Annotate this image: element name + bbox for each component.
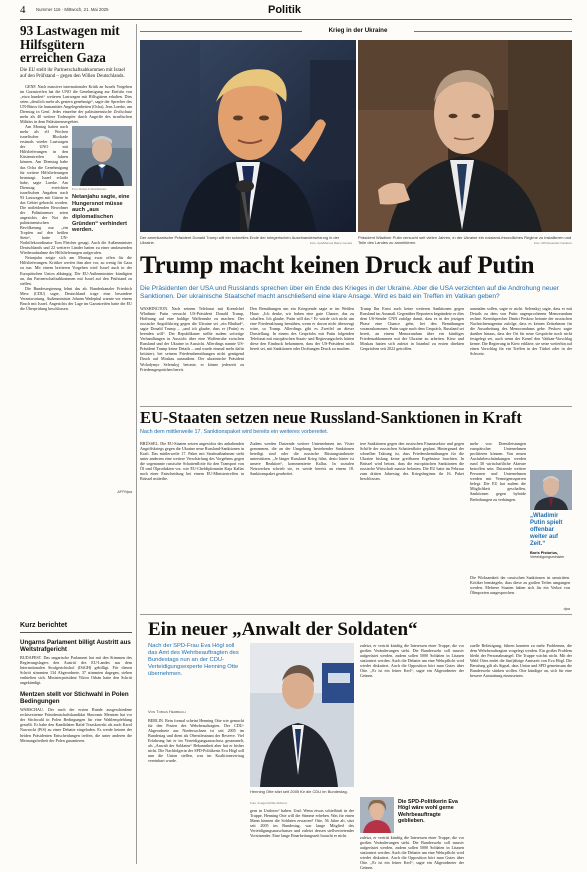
section-title: Politik [268, 4, 302, 16]
header-rule [20, 19, 572, 20]
bottom-article-rule [140, 614, 572, 615]
trump-photo-caption: Der amerikanische Präsident Donald Trump will ein schnelles Ende der kriegerischen Auseinandersetzung in der Ukraine. Foto: dpa/Manuel Balce Ceneta [140, 235, 352, 245]
pistorius-quote: „Wladimir Putin spielt offenbar weiter auf Zeit.“ [530, 513, 563, 547]
eu-column: Die Wirksamkeit der russischen Sanktionen ist umstritten. Kritiker bemängeln, dass diese zu großen Teilen umgangen werden. Mehrere Staaten haben sich für ein Verbot von Ölimporten ausgesprochen. [470, 575, 570, 596]
short-news-item [20, 691, 132, 742]
left-article-byline: AFP/dpa [117, 489, 132, 494]
eu-article-rule [140, 406, 572, 407]
short-news-body: BUDAPEST. Das ungarische Parlament hat mit den Stimmen des Regierungslagers den Austritt des EU-Landes aus dem Internationalen Strafgerichtshof (IStGH) gebilligt. Für diesen Schritt stimmten 134 Abgeordnete, 37 stimmten dagegen, sieben enthielten sich. Ministerpräsident Viktor Orbán hatte den Schritt angekündigt. [20, 655, 132, 686]
eu-column: mehr von Dienstleistungen europäischer Unternehmen profitieren können. Von neuen Ausfuhrbeschränkungen werden rund 30 wirtschaftliche Akteure betroffen sein. Dutzende weitere Personen und Unternehmen werden mit Vermögenssperren belegt. Die EU hat zudem die Möglichkeit geschaffen, Sanktionen gegen hybride Bedrohungen zu verhängen. [470, 441, 526, 502]
bottom-column: gern in Uniform“ haben. Und: Wenn etwas schiefläuft in der Truppe, Henning Otte will die Stimme erheben. Was für einen Mann können die Soldaten erwarten? Otte, 56 Jahre alt, sitzt seit 2005 im Bundestag, war lange Mitglied des Verteidigungsausschusses und zuletzt dessen stellvertretender Vorsitzender. Eine lange Einarbeitungszeit braucht er nicht. [250, 808, 354, 839]
eu-teaser: Nach dem mittlerweile 17. Sanktionspaket wird bereits ein weiteres vorbereitet. [140, 429, 329, 435]
putin-photo-credit: Foto: AP/Alexander Kazakov [533, 241, 572, 245]
netanyahu-caption: Netanjahu sagte, eine Hungersnot müsse auch „aus diplomatischen Gründen“ verhindert werden. [72, 194, 130, 234]
eu-headline: EU-Staaten setzen neue Russland-Sanktionen in Kraft [140, 408, 522, 427]
eu-column: Zudem werden Dutzende weitere Unternehmen ins Visier genommen, die an der Umgehung bestehender Sanktionen beteiligt sind oder die russische Rüstungsindustrie unterstützen. „Je länger Russland Krieg führt, desto härter ist unsere Reaktion“, kommentierte Kallas. In sozialen Netzwerken schrieb sie, es werde bereits an einem 18. Sanktionspaket gearbeitet. [250, 441, 354, 477]
main-column: Den Bemühungen um ein Kriegsende sagte er im Weißen Haus: „Ich denke, wir haben eine gute Chance, das zu schaffen. Ich glaube, Putin will das.“ Er würde sich nicht um eine Friedenslösung bemühen, wenn er davon nicht überzeugt wäre, so Trump. Allerdings gibt es Zweifel an dieser Darstellung. In einem des Gesprächs mit Putin folgenden Telefonat mit europäischen Staats- und Regierungschefs hätten diese den Eindruck bekommen, dass der US-Präsident nicht bereit sei, mit Sanktionen oder Drohungen Druck zu machen. [250, 306, 354, 352]
bottom-headline: Ein neuer „Anwalt der Soldaten“ [148, 619, 418, 640]
trump-photo [140, 40, 356, 232]
hoegl-pullquote [360, 797, 464, 833]
left-article [20, 24, 132, 494]
eu-byline: dpa [563, 607, 570, 611]
pistorius-role: Verteidigungsminister [530, 555, 565, 559]
ukraine-kicker [140, 24, 572, 38]
pistorius-photo [530, 470, 572, 510]
kicker-line-right [414, 31, 572, 32]
eu-column: BRÜSSEL. Die EU-Staaten setzen angesichts des anhaltenden Angriffskriegs gegen die Ukraine neue Russland-Sanktionen in Kraft. Das mittlerweile 17. Paket mit Strafmaßnahmen sieht unter anderem eine weitere Verschärfung des Vorgehens gegen die sogenannte russische Schattenflotte für den Transport von Öl und Ölprodukten vor, wie EU-Chefdiplomatin Kaja Kallas nach einer Entscheidung bei einem EU-Ministertreffen in Brüssel mitteilte. [140, 441, 244, 482]
main-teaser: Die Präsidenten der USA und Russlands sprechen über ein Ende des Krieges in der Ukraine. Aber die USA verzichten auf die Androhung neuer Sanktionen. Der ukrainische Staatschef macht anschließend eine klare Ansage. Wird es bald ein Treffen im Vatikan geben? [140, 285, 559, 300]
netanyahu-photo-credit: Foto: Ronen Zvulun/Reuters [72, 187, 107, 192]
bottom-column: zuletzt, er vertritt künftig die Interessen einer Truppe, die vor großen Veränderungen steht. Die Bundeswehr soll massiv aufgerüstet werden, zudem sollen 5000 Soldaten in Litauen stationiert werden. Auch die Debatte um eine Wehrpflicht wird wieder diskutiert. Auch die Opposition hört man Gutes über Otte. „Er ist ein feiner Kerl“, sagte ein Abgeordneter der Grünen. [360, 643, 464, 679]
page-header [0, 0, 587, 22]
short-news-label: Kurz berichtet [20, 620, 132, 633]
bottom-teaser: Nach der SPD-Frau Eva Högl soll das Amt des Wehrbeauftragten des Bundestags nun an der CDU-Verteidigungsexperte Henning Otte übernehmen. [148, 643, 239, 677]
otte-photo-credit: Foto: Imago/Achille Abboud [250, 801, 287, 805]
short-news-headline: Ungarns Parlament billigt Austritt aus Weltstrafgericht [20, 639, 131, 653]
pistorius-name: Boris Pistorius, [530, 551, 559, 555]
short-news-body: WARSCHAU. Der nach der ersten Runde ausgeschiedene rechtsextreme Präsidentschaftskandidat Sławomir Mentzen hat vor der Stichwahl in Polen Bedingungen für eine Wahlempfehlung gestellt. Er habe den Kandidaten Rafał Trzaskowski als auch Karol Nawrocki (PiS) zu einer Debatte eingeladen. Es werde keinen der beiden Präsidenten Entscheidungen treffen, die unter anderen die Meinungsfreiheit der Polen garantieren. [20, 707, 132, 743]
hoegl-photo [360, 797, 394, 833]
issue-line: Nummer 116 · Mittwoch, 21. Mai 2025 [36, 7, 109, 12]
short-news-item [20, 639, 132, 685]
short-news-headline: Mentzen stellt vor Stichwahl in Polen Bedingungen [20, 691, 129, 706]
netanyahu-photo-block [72, 126, 132, 234]
otte-photo [250, 643, 354, 787]
bottom-column: BERLIN. Rein formal scheint Henning Otte wie gemacht für den Posten des Wehrbeauftragten. Der CDU-Abgeordnete aus Niedersachsen ist seit 2005 im Bundestag und dient als Oberstleutnant der Reserve. Viel Erfahrung hat er im Verteidigungsausschuss gesammelt, als „Anwalt der Soldaten“ Bekanntheit aber hat er bisher nicht. Die Nachfolgerin der SPD-Politikerin Eva Högl soll nun die Union stellen, was im Koalitionsvertrag vereinbart wurde. [148, 718, 244, 764]
hoegl-pullquote-text: Die SPD-Politikerin Eva Högl wäre wohl gerne Wehrbeauftragte geblieben. [398, 799, 458, 825]
pistorius-quote-box [530, 470, 572, 574]
eu-column: tere Sanktionen gegen den russischen Finanzsektor und gegen Schiffe der russischen Schattenflotte geplant. Hintergrund der schnellen Taktung ist, dass Friedensbemühungen für die Ukraine bislang keine greifbaren Ergebnisse brachten. In Brüssel wird betont, dass die europäischen Sanktionen die russische Wirtschaft massiv belasten. Die EU hatte im Februar zum dritten Jahrestag des Kriegsbeginns ihr 16. Paket beschlossen. [360, 441, 464, 482]
netanyahu-photo [72, 126, 132, 186]
putin-photo [358, 40, 572, 232]
main-column: Trump Ihn Ernst auch keine weiteren Sanktionen gegen Russland im Ausmaß. Gegenüber Reportern begründete er dies dem US-Sender CNN zufolge damit, dass es in der jetzigen Phase eine Chance gebe, bei den Bemühungen voranzukommen. Putin sagte nach dem Gespräch, Russland sei bereit, an einem Memorandum über ein künftiges Friedensabkommen mit der Ukraine zu arbeiten. Kiew und Moskau hatten sich zuletzt in Istanbul zu ersten direkten Gesprächen seit 2022 getroffen. [360, 306, 464, 352]
column-divider [136, 24, 137, 864]
bottom-column-cont: zuletzt, er vertritt künftig die Interessen einer Truppe, die vor großen Veränderungen steht. Die Bundeswehr soll massiv aufgerüstet werden, zudem sollen 5000 Soldaten in Litauen stationiert werden. Auch die Debatte um eine Wehrpflicht wird wieder diskutiert. Auch die Opposition hört man Gutes über Otte. „Er ist ein feiner Kerl“, sagte ein Abgeordneter der Grünen. [360, 835, 464, 871]
bottom-byline: Von Tobias Heimbach [148, 709, 186, 714]
main-column: WASHINGTON. Nach seinem Telefonat mit Kremlchef Wladimir Putin versucht US-Präsident Donald Trump, Hoffnung auf eine baldige Waffenruhe zu machen. Der russische Angriffskrieg gegen die Ukraine sei „ein Blutbad“, sagte Donald Trump – „und ich glaube, dass er (Putin) es beenden will“. Der Republikaner stellte zudem sofortige Verhandlungen in Aussicht über eine Waffenruhe zwischen Russland und der Ukraine in Aussicht. Allerdings nannte US-Präsident Trump keine Details – und wurde einmal mehr dafür kritisiert, bei seinem Friedensbemühungen nicht genügend Druck auf Moskau auszuüben. Der ukrainische Präsident Wolodymyr Selenskyj betonte, er könne jederzeit zu Friedensgesprächen bereit. [140, 306, 244, 372]
left-article-body: GENF. Nach massiver internationaler Kritik an Israels Vorgehen im Gazastreifen hat die UNO die Genehmigung zur Einfuhr von „etwa hundert“ weiteren Lastwagen mit Hilfsgütern erhalten. Dies seien „deutlich mehr als gestern genehmigt“, sagte der Sprecher des UN-Büros für humanitäre Angelegenheiten (Ocha), Jens Laerke, am Dienstag in Genf. Jedes einzelne der palästinensische Zivilschutz mehr als 40 weitere Todesopfer durch Angriffe des israelischen Militärs in dem Palästinensergebiet. Foto: Ronen Zvulun/Reuters Netanjahu sagte, eine Hungersnot müsse auch „aus diplomatischen Gründen“ verhindert werden. Am Montag hatten nach mehr als elf Wochen israelischer Blockade erstmals wieder Lastwagen der UNO mit Hilfslieferungen in den Küstenstreifen fahren können. Am Dienstag habe das Ocha die Genehmigung für weitere Hilfslieferungen beantragt. Israel erlaubt habe, sagte Laerke. Am Dienstag erreichten israelischen Angaben nach 93 Lastwagen mit Gütern in das Gebiet gebracht worden. Die notleidenden Bewohner der Palästinenser seien angesichts der Not der palästinensischen Bevölkerung nur „ein Tropfen auf den heißen Stein“, hatte UN-Nothilfekoordinator Tom Fletcher gesagt. Auch die Außenminister Deutschlands und 22 weiterer Länder hatten zu einer umfassenden Wiederaufnahme der Hilfslieferungen aufgerufen. Netanjahu zeigte sich am Montag zwar offen für die Hilfslieferungen. Kritiker werfen ihm aber vor, zu wenig für Gaza zu tun. Mit einem breiteren Vorgehen wird Israel auch in der Europäischen Union abhängig. Die EU-Außenminister kündigten an, das Partnerschaftsabkommen mit Israel auf den Prüfstand zu stellen. Die Bundesregierung lehnt das ab. Bundeskanzler Friedrich Merz (CDU) sagte, Deutschland trage eine besondere Verantwortung. Außenminister Johann Wadephul warnte vor einem Bruch mit Israel. Angesichts der Lage im Gazastreifen hatte die EU die Überprüfung beschlossen. [20, 83, 132, 311]
main-headline: Trump macht keinen Druck auf Putin [140, 252, 535, 279]
trump-photo-credit: Foto: dpa/Manuel Balce Ceneta [309, 241, 352, 245]
main-column: ausmalen sollen, sagte er nicht. Selenskyj sagte, dass er mit Details zu dem von Putin angesprochenen Memorandum rechne. Kremlsprecher Dmitri Peskow betonte der russischen Nachrichtenagentur zufolge, dass es keinen Zeitrahmen für die Ausarbeitung des Memorandums gebe. Peskow sagte darüber hinaus, dass der Ort für neue Gespräche noch nicht festgelegt sei, auch wenn der Kreml den Vatikan-Vorschlag kenne. Die Regierung in Kiew erklärte, sie setze weiterhin auf einen Vorschlag für ein Treffen in der Türkei oder in der Schweiz. [470, 306, 572, 357]
kicker-line-left [140, 31, 302, 32]
left-article-headline: 93 Lastwagen mit Hilfsgütern erreichen Gaza [20, 23, 120, 66]
left-article-teaser: Die EU stellt ihr Partnerschaftsabkommen mit Israel auf den Prüfstand – gegen den Willen Deutschlands. [20, 67, 125, 79]
bottom-column: zuelle Belästigung, führen konnten zu mehr Problemen, die dem Wehrbeauftragten vorgelegt werden. Ein großes Problem bleibt der Personalmangel. Die Truppe wächst nicht. Mit der Wahl Ottes endet die fünfjährige Amtszeit von Eva Högl. Die Berufung gilt als Signal, dass Union und SPD gemeinsam die Bundeswehr stärken wollen. Otte kündigte an, sich für eine bessere Ausstattung einzusetzen. [470, 643, 572, 679]
putin-photo-caption: Präsident Wladimir Putin versucht seit vielen Jahren, in der Ukraine ein russland-freundliches Regime zu installieren und Teile des Landes zu annektieren. Foto: AP/Alexander Kazakov [358, 235, 572, 245]
otte-photo-caption: Henning Otte sitzt seit 2005 für die CDU im Bundestag. [250, 789, 348, 794]
short-news-box [20, 620, 132, 865]
kicker-label: Krieg in der Ukraine [328, 27, 388, 34]
page-number: 4 [20, 4, 26, 16]
